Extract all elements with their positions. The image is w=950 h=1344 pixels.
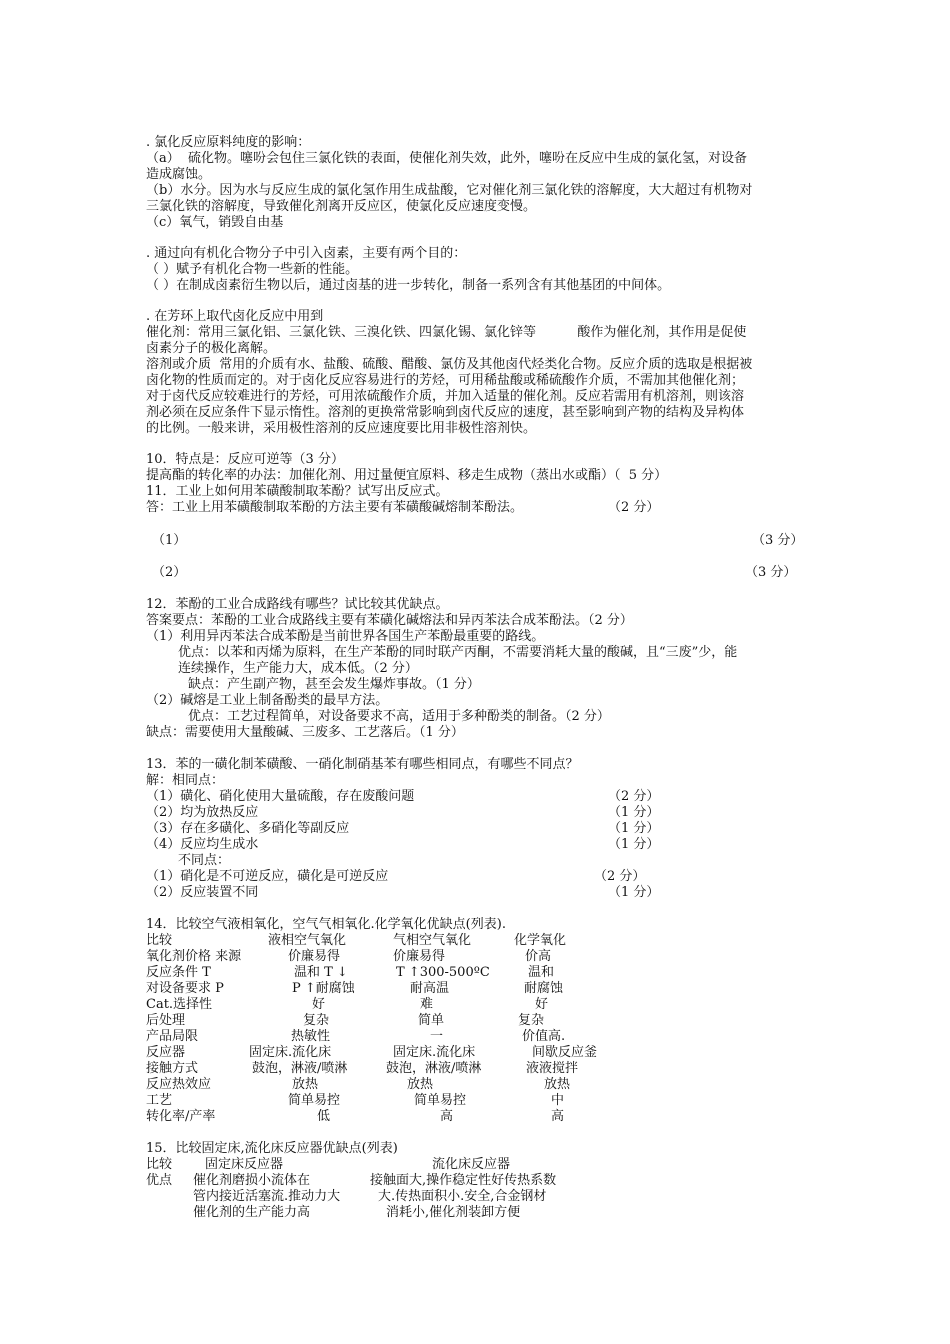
s12-line6: 缺点：产生副产物，甚至会发生爆炸事故。（1 分） (188, 677, 480, 692)
s14-title: 14．比较空气液相氧化，空气气相氧化.化学氧化优缺点(列表). (146, 917, 506, 932)
s2-item2: （ ）在制成卤素衍生物以后，通过卤基的进一步转化，制备一系列含有其他基团的中间体。 (146, 278, 671, 293)
s2-item1: （ ）赋予有机化合物一些新的性能。 (146, 262, 359, 277)
s14-cell-r6-c1: 热敏性 (291, 1029, 331, 1044)
s14-cell-r11-c3: 高 (551, 1109, 565, 1124)
s14-cell-r9-c1: 放热 (292, 1077, 319, 1092)
s15-header-fixed-bed: 固定床反应器 (205, 1157, 284, 1172)
s13-same-4: （4）反应均生成水 (146, 837, 259, 852)
s14-cell-r4-c3: 好 (535, 997, 549, 1012)
s1-title: . 氯化反应原料纯度的影响： (146, 135, 311, 150)
s14-cell-r9-c3: 放热 (544, 1077, 571, 1092)
s13-diff-1-score: （2 分） (594, 869, 646, 884)
s15-advantage-label: 优点 (146, 1173, 173, 1188)
s15-fixed-line3: 催化剂的生产能力高 (193, 1205, 311, 1220)
s12-line4: 优点：以苯和丙烯为原料，在生产苯酚的同时联产丙酮，不需要消耗大量的酸碱，且“三废”少，能 (178, 645, 738, 660)
s2-title: . 通过向有机化合物分子中引入卤素，主要有两个目的： (146, 246, 467, 261)
s3-line2: 卤素分子的极化离解。 (146, 341, 277, 356)
s14-cell-r1-c0: 氧化剂价格 来源 (146, 949, 242, 964)
s13-same-2: （2）均为放热反应 (146, 805, 259, 820)
s14-cell-r11-c2: 高 (440, 1109, 454, 1124)
s15-fluid-line1: 接触面大,操作稳定性好传热系数 (370, 1173, 557, 1188)
s14-cell-r5-c0: 后处理 (146, 1013, 186, 1028)
s3-line7: 的比例。一般来讲，采用极性溶剂的反应速度要比用非极性溶剂快。 (146, 421, 537, 436)
s12-line7: （2）碱熔是工业上制备酚类的最早方法。 (146, 693, 389, 708)
s1-a-line1: （a） 硫化物。噻吩会包住三氯化铁的表面，使催化剂失效，此外，噻吩在反应中生成的氯化氢，对设备 (146, 151, 748, 166)
s14-cell-r9-c2: 放热 (407, 1077, 434, 1092)
s14-cell-r8-c2: 鼓泡，淋液/喷淋 (386, 1061, 482, 1076)
s14-cell-r0-c0: 比较 (146, 933, 173, 948)
s14-cell-r4-c0: Cat.选择性 (146, 997, 213, 1012)
s14-cell-r0-c1: 液相空气氧化 (268, 933, 347, 948)
s11-reaction2-score: （3 分） (745, 565, 797, 580)
s3-title: . 在芳环上取代卤化反应中用到 (146, 309, 324, 324)
s13-same-2-score: （1 分） (608, 805, 660, 820)
s13-same-1-score: （2 分） (608, 789, 660, 804)
s13-line1: 13．苯的一磺化制苯磺酸、一硝化制硝基苯有哪些相同点，有哪些不同点？ (146, 757, 579, 772)
s11-reaction1-score: （3 分） (752, 533, 804, 548)
s12-line9: 缺点：需要使用大量酸碱、三废多、工艺落后。（1 分） (146, 725, 464, 740)
s14-cell-r10-c0: 工艺 (146, 1093, 173, 1108)
s14-cell-r2-c0: 反应条件 T (146, 965, 211, 980)
s14-cell-r3-c3: 耐腐蚀 (524, 981, 564, 996)
s13-diff-2-score: （1 分） (608, 885, 660, 900)
s12-line5: 连续操作，生产能力大，成本低。（2 分） (178, 661, 418, 676)
s13-same-1: （1）磺化、硝化使用大量硫酸，存在废酸问题 (146, 789, 415, 804)
s13-same-3-score: （1 分） (608, 821, 660, 836)
s15-header-fluidized-bed: 流化床反应器 (432, 1157, 511, 1172)
s14-cell-r2-c2: T ↑300-500ºC (396, 965, 490, 980)
s10-line2: 提高酯的转化率的办法：加催化剂、用过量便宜原料、移走生成物（蒸出水或酯）（ 5 分） (146, 468, 668, 483)
s11-reaction1: （1） (152, 533, 187, 548)
s11-line2: 答：工业上用苯磺酸制取苯酚的方法主要有苯磺酸碱熔制苯酚法。 (146, 500, 524, 515)
s1-a-line2: 造成腐蚀。 (146, 167, 212, 182)
s14-cell-r7-c1: 固定床.流化床 (249, 1045, 332, 1060)
s14-cell-r2-c1: 温和 T ↓ (294, 965, 348, 980)
s1-c-line1: （c）氧气，销毁自由基 (146, 215, 284, 230)
s14-cell-r1-c1: 价廉易得 (288, 949, 341, 964)
s13-same-3: （3）存在多磺化、多硝化等副反应 (146, 821, 350, 836)
s14-cell-r3-c2: 耐高温 (410, 981, 450, 996)
s14-cell-r11-c1: 低 (317, 1109, 331, 1124)
s14-cell-r0-c3: 化学氧化 (514, 933, 567, 948)
s14-cell-r7-c3: 间歇反应釜 (532, 1045, 598, 1060)
s11-reaction2: （2） (152, 565, 187, 580)
s1-b-line1: （b）水分。因为水与反应生成的氯化氢作用生成盐酸，它对催化剂三氯化铁的溶解度，大大超过有机物对 (146, 183, 753, 198)
s14-cell-r9-c0: 反应热效应 (146, 1077, 212, 1092)
s14-cell-r5-c2: 简单 (418, 1013, 445, 1028)
s12-line2: 答案要点：苯酚的工业合成路线主要有苯磺化碱熔法和异丙苯法合成苯酚法。（2 分） (146, 613, 633, 628)
s3-line5: 对于卤代反应较难进行的芳烃，可用浓硫酸作介质，并加入适量的催化剂。反应若需用有机溶剂，则该溶 (146, 389, 745, 404)
s15-fixed-line1: 催化剂磨损小流体在 (193, 1173, 311, 1188)
s14-cell-r10-c1: 简单易控 (288, 1093, 341, 1108)
s15-title: 15．比较固定床,流化床反应器优缺点(列表) (146, 1141, 398, 1156)
s12-line1: 12．苯酚的工业合成路线有哪些？试比较其优缺点。 (146, 597, 449, 612)
s3-line4: 卤化物的性质而定的。对于卤化反应容易进行的芳烃，可用稀盐酸或稀硫酸作介质，不需加其他催化剂； (146, 373, 745, 388)
s3-line6: 剂必须在反应条件下显示惰性。溶剂的更换常常影响到卤代反应的速度，甚至影响到产物的结构及异构体 (146, 405, 745, 420)
s14-cell-r6-c0: 产品局限 (146, 1029, 199, 1044)
s13-diff-1: （1）硝化是不可逆反应，磺化是可逆反应 (146, 869, 389, 884)
s14-cell-r6-c3: 价值高. (522, 1029, 566, 1044)
s14-cell-r7-c0: 反应器 (146, 1045, 186, 1060)
s14-cell-r1-c2: 价廉易得 (393, 949, 446, 964)
s15-fluid-line3: 消耗小,催化剂装卸方便 (386, 1205, 521, 1220)
s14-cell-r8-c3: 液液搅拌 (526, 1061, 579, 1076)
s12-line3: （1）利用异丙苯法合成苯酚是当前世界各国生产苯酚最重要的路线。 (146, 629, 545, 644)
s11-line2-score: （2 分） (608, 500, 660, 515)
s10-line1: 10．特点是：反应可逆等（3 分） (146, 452, 344, 467)
s14-cell-r4-c2: 难 (420, 997, 434, 1012)
s14-cell-r5-c1: 复杂 (303, 1013, 330, 1028)
s15-header-compare: 比较 (146, 1157, 173, 1172)
s3-line1: 催化剂：常用三氯化铝、三氯化铁、三溴化铁、四氯化锡、氯化锌等 酸作为催化剂，其作用是促使 (146, 325, 747, 340)
s15-fluid-line2: 大.传热面积小.安全,合金钢材 (378, 1189, 547, 1204)
s14-cell-r4-c1: 好 (312, 997, 326, 1012)
s13-same-4-score: （1 分） (608, 837, 660, 852)
s14-cell-r11-c0: 转化率/产率 (146, 1109, 216, 1124)
s14-cell-r8-c0: 接触方式 (146, 1061, 199, 1076)
s14-cell-r10-c2: 简单易控 (414, 1093, 467, 1108)
s14-cell-r0-c2: 气相空气氧化 (393, 933, 472, 948)
s15-fixed-line2: 管内接近活塞流.推动力大 (193, 1189, 341, 1204)
s12-line8: 优点：工艺过程简单，对设备要求不高，适用于多种酚类的制备。（2 分） (188, 709, 610, 724)
s14-cell-r5-c3: 复杂 (518, 1013, 545, 1028)
s14-cell-r8-c1: 鼓泡，淋液/喷淋 (252, 1061, 348, 1076)
s3-line3: 溶剂或介质 常用的介质有水、盐酸、硫酸、醋酸、氯仿及其他卤代烃类化合物。反应介质的选取是根据被 (146, 357, 753, 372)
s14-cell-r3-c1: P ↑耐腐蚀 (292, 981, 355, 996)
s13-line3: 不同点： (178, 853, 231, 868)
s14-cell-r1-c3: 价高 (525, 949, 552, 964)
s14-cell-r3-c0: 对设备要求 P (146, 981, 224, 996)
s14-cell-r10-c3: 中 (551, 1093, 565, 1108)
s14-cell-r7-c2: 固定床.流化床 (393, 1045, 476, 1060)
s13-line2: 解：相同点： (146, 773, 225, 788)
s1-b-line2: 三氯化铁的溶解度，导致催化剂离开反应区，使氯化反应速度变慢。 (146, 199, 537, 214)
s11-line1: 11．工业上如何用苯磺酸制取苯酚？试写出反应式。 (146, 484, 449, 499)
s13-diff-2: （2）反应装置不同 (146, 885, 259, 900)
s14-cell-r6-c2: 一 (430, 1029, 444, 1044)
s14-cell-r2-c3: 温和 (528, 965, 555, 980)
